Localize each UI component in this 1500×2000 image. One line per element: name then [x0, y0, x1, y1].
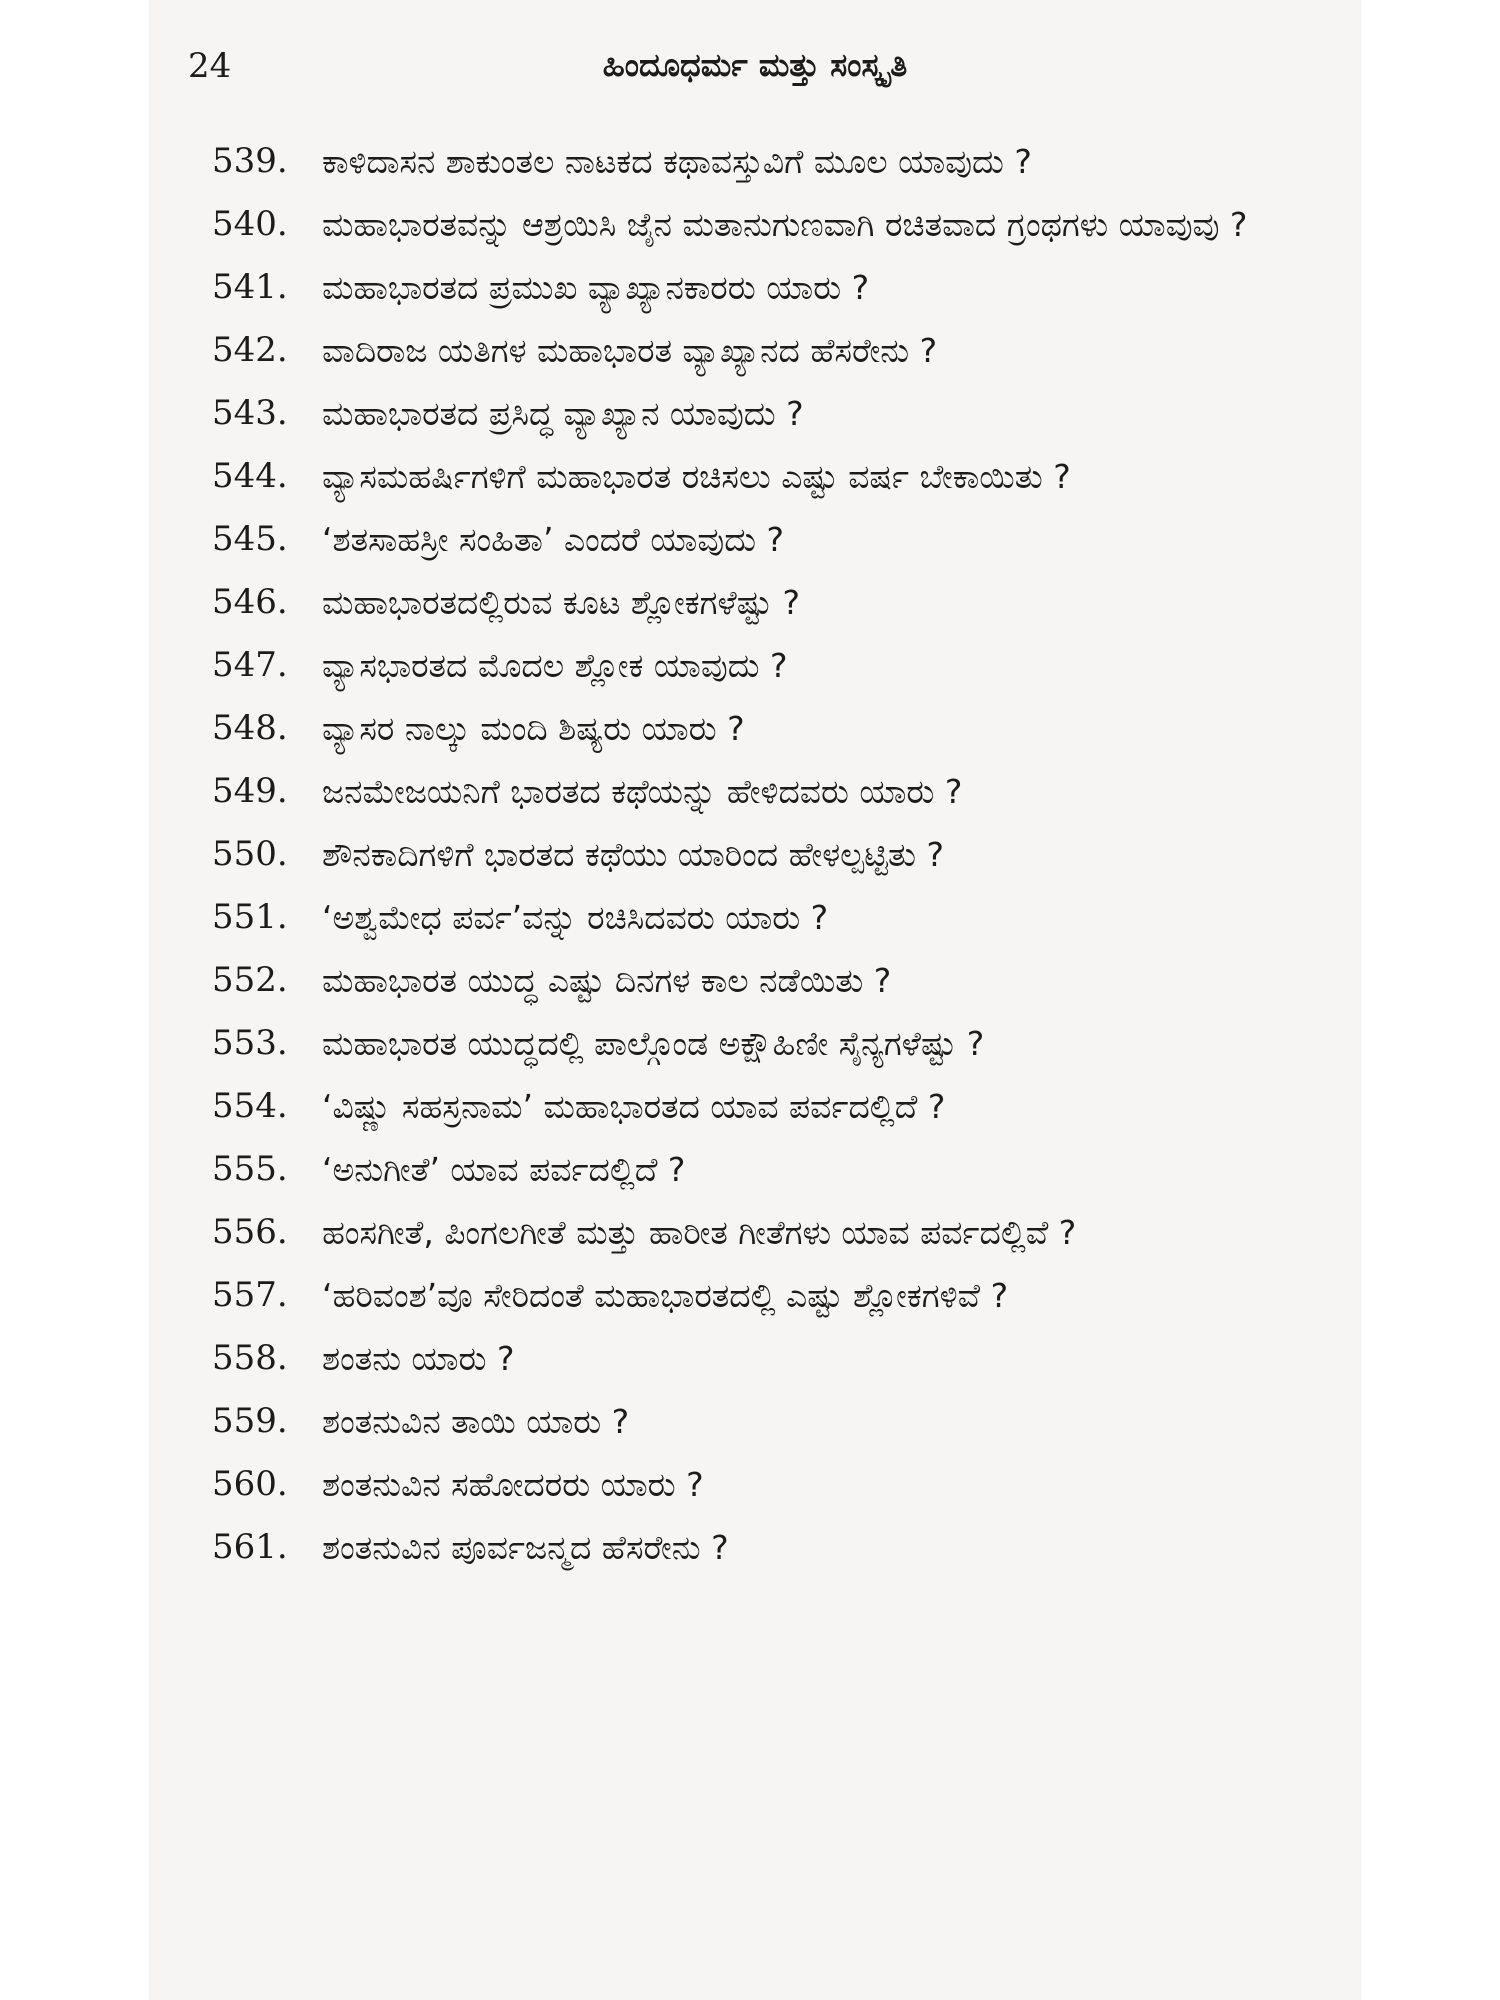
question-item: [212, 193, 1334, 256]
book-page: [150, 0, 1360, 2000]
question-item: [212, 571, 1334, 634]
question-item: [212, 1201, 1334, 1264]
question-text: ‘ಅನುಗೀತೆ’ ಯಾವ ಪರ್ವದಲ್ಲಿದೆ ?: [322, 1150, 686, 1189]
question-number: 557.: [212, 1275, 288, 1315]
question-item: [212, 1012, 1334, 1075]
question-item: [212, 1390, 1334, 1453]
question-number: 555.: [212, 1149, 288, 1189]
question-list: [212, 130, 1334, 1579]
question-number: 541.: [212, 267, 288, 307]
question-number: 545.: [212, 519, 288, 559]
question-item: [212, 886, 1334, 949]
question-text: ವಾದಿರಾಜ ಯತಿಗಳ ಮಹಾಭಾರತ ವ್ಯಾಖ್ಯಾನದ ಹೆಸರೇನು ?: [322, 331, 938, 370]
question-number: 551.: [212, 897, 288, 937]
page-number: 24: [188, 46, 232, 86]
question-item: [212, 1516, 1334, 1579]
running-header: ಹಿಂದೂಧರ್ಮ ಮತ್ತು ಸಂಸ್ಕೃತಿ: [602, 46, 908, 84]
question-number: 561.: [212, 1527, 288, 1567]
question-text: ‘ವಿಷ್ಣು ಸಹಸ್ರನಾಮ’ ಮಹಾಭಾರತದ ಯಾವ ಪರ್ವದಲ್ಲಿದೆ ?: [322, 1087, 946, 1126]
question-number: 553.: [212, 1023, 288, 1063]
question-number: 547.: [212, 645, 288, 685]
question-number: 556.: [212, 1212, 288, 1252]
question-text: ಹಂಸಗೀತೆ, ಪಿಂಗಲಗೀತೆ ಮತ್ತು ಹಾರೀತ ಗೀತೆಗಳು ಯಾವ ಪರ್ವದಲ್ಲಿವೆ ?: [322, 1213, 1077, 1252]
question-text: ‘ಅಶ್ವಮೇಧ ಪರ್ವ’ವನ್ನು ರಚಿಸಿದವರು ಯಾರು ?: [322, 898, 829, 937]
question-number: 552.: [212, 960, 288, 1000]
question-item: [212, 319, 1334, 382]
question-item: [212, 823, 1334, 886]
question-text: ಮಹಾಭಾರತದ ಪ್ರಮುಖ ವ್ಯಾಖ್ಯಾನಕಾರರು ಯಾರು ?: [322, 268, 870, 307]
question-text: ಮಹಾಭಾರತದ ಪ್ರಸಿದ್ಧ ವ್ಯಾಖ್ಯಾನ ಯಾವುದು ?: [322, 394, 804, 433]
question-number: 548.: [212, 708, 288, 748]
question-number: 544.: [212, 456, 288, 496]
question-text: ವ್ಯಾಸರ ನಾಲ್ಕು ಮಂದಿ ಶಿಷ್ಯರು ಯಾರು ?: [322, 709, 745, 748]
question-text: ಕಾಳಿದಾಸನ ಶಾಕುಂತಲ ನಾಟಕದ ಕಥಾವಸ್ತುವಿಗೆ ಮೂಲ ಯಾವುದು ?: [322, 142, 1032, 181]
question-item: [212, 130, 1334, 193]
question-number: 539.: [212, 141, 288, 181]
question-text: ವ್ಯಾಸಭಾರತದ ಮೊದಲ ಶ್ಲೋಕ ಯಾವುದು ?: [322, 646, 788, 685]
question-item: [212, 760, 1334, 823]
question-item: [212, 1453, 1334, 1516]
question-text: ಜನಮೇಜಯನಿಗೆ ಭಾರತದ ಕಥೆಯನ್ನು ಹೇಳಿದವರು ಯಾರು ?: [322, 772, 963, 811]
question-text: ಶಂತನುವಿನ ಸಹೋದರರು ಯಾರು ?: [322, 1465, 704, 1504]
question-item: [212, 1327, 1334, 1390]
question-text: ‘ಶತಸಾಹಸ್ರೀ ಸಂಹಿತಾ’ ಎಂದರೆ ಯಾವುದು ?: [322, 520, 785, 559]
question-text: ಮಹಾಭಾರತ ಯುದ್ಧದಲ್ಲಿ ಪಾಲ್ಗೊಂಡ ಅಕ್ಷೌಹಿಣೀ ಸೈನ್ಯಗಳೆಷ್ಟು ?: [322, 1024, 985, 1063]
question-text: ಮಹಾಭಾರತದಲ್ಲಿರುವ ಕೂಟ ಶ್ಲೋಕಗಳೆಷ್ಟು ?: [322, 583, 801, 622]
question-item: [212, 1138, 1334, 1201]
question-item: [212, 1264, 1334, 1327]
question-text: ಮಹಾಭಾರತ ಯುದ್ಧ ಎಷ್ಟು ದಿನಗಳ ಕಾಲ ನಡೆಯಿತು ?: [322, 961, 892, 1000]
question-item: [212, 445, 1334, 508]
question-number: 559.: [212, 1401, 288, 1441]
question-text: ಶಂತನುವಿನ ಪೂರ್ವಜನ್ಮದ ಹೆಸರೇನು ?: [322, 1528, 729, 1567]
question-text: ವ್ಯಾಸಮಹರ್ಷಿಗಳಿಗೆ ಮಹಾಭಾರತ ರಚಿಸಲು ಎಷ್ಟು ವರ್ಷ ಬೇಕಾಯಿತು ?: [322, 457, 1071, 496]
question-item: [212, 1075, 1334, 1138]
question-item: [212, 697, 1334, 760]
question-number: 554.: [212, 1086, 288, 1126]
question-text: ಶಂತನು ಯಾರು ?: [322, 1339, 515, 1378]
question-number: 549.: [212, 771, 288, 811]
question-item: [212, 634, 1334, 697]
question-number: 546.: [212, 582, 288, 622]
question-number: 550.: [212, 834, 288, 874]
question-number: 542.: [212, 330, 288, 370]
question-item: [212, 382, 1334, 445]
question-number: 558.: [212, 1338, 288, 1378]
question-number: 560.: [212, 1464, 288, 1504]
question-text: ಮಹಾಭಾರತವನ್ನು ಆಶ್ರಯಿಸಿ ಜೈನ ಮತಾನುಗುಣವಾಗಿ ರಚಿತವಾದ ಗ್ರಂಥಗಳು ಯಾವುವು ?: [322, 205, 1248, 244]
question-number: 543.: [212, 393, 288, 433]
question-item: [212, 256, 1334, 319]
question-item: [212, 949, 1334, 1012]
question-text: ಶೌನಕಾದಿಗಳಿಗೆ ಭಾರತದ ಕಥೆಯು ಯಾರಿಂದ ಹೇಳಲ್ಪಟ್ಟಿತು ?: [322, 835, 945, 874]
question-text: ‘ಹರಿವಂಶ’ವೂ ಸೇರಿದಂತೆ ಮಹಾಭಾರತದಲ್ಲಿ ಎಷ್ಟು ಶ್ಲೋಕಗಳಿವೆ ?: [322, 1276, 1009, 1315]
question-text: ಶಂತನುವಿನ ತಾಯಿ ಯಾರು ?: [322, 1402, 630, 1441]
question-item: [212, 508, 1334, 571]
question-number: 540.: [212, 204, 288, 244]
